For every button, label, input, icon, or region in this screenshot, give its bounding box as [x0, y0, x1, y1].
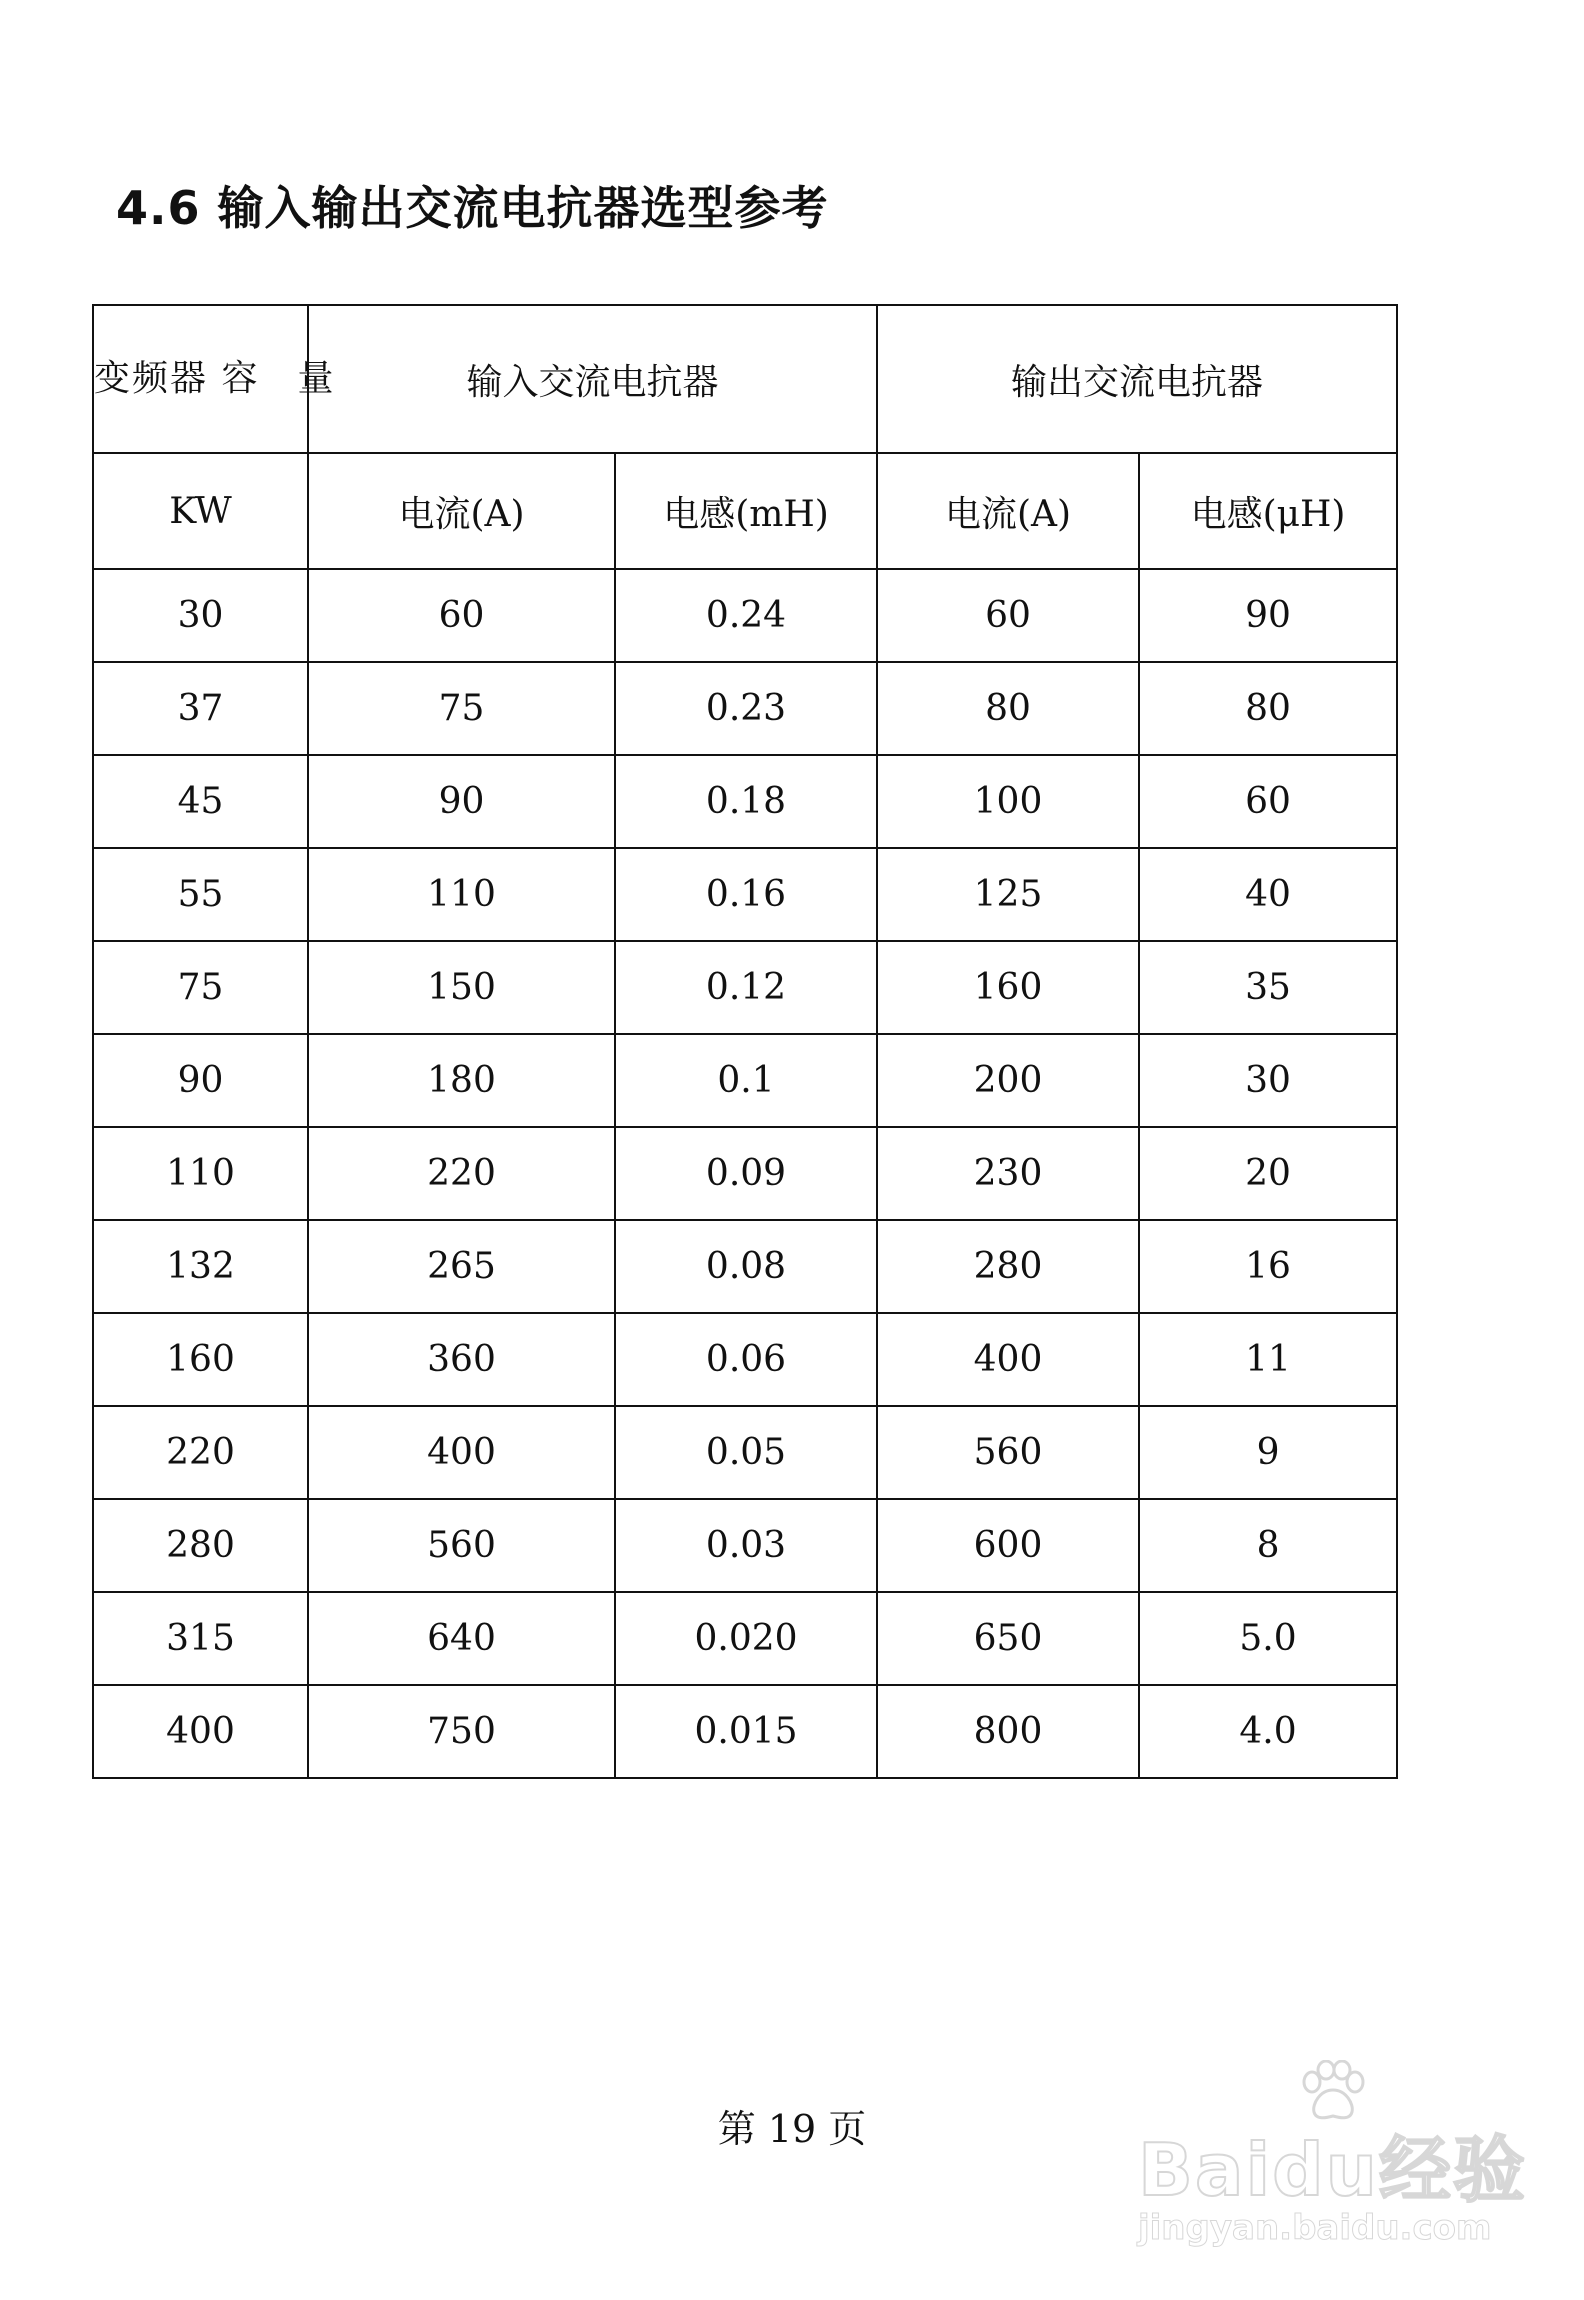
table-row: [93, 1127, 1397, 1220]
output-inductance-cell: 35: [1139, 941, 1397, 1034]
kw-cell: 160: [93, 1313, 308, 1406]
output-current-cell: 800: [877, 1685, 1139, 1778]
table-row: [93, 1592, 1397, 1685]
table-row: [93, 1685, 1397, 1778]
input-inductance-cell: 0.16: [615, 848, 877, 941]
input-inductance-cell: 0.1: [615, 1034, 877, 1127]
input-current-cell: 110: [308, 848, 615, 941]
capacity-label-line-1: 变频器: [94, 358, 209, 399]
input-current-cell: 640: [308, 1592, 615, 1685]
kw-cell: 75: [93, 941, 308, 1034]
page-number: 第 19 页: [717, 2107, 867, 2151]
kw-cell: 55: [93, 848, 308, 941]
input-current-cell: 150: [308, 941, 615, 1034]
kw-cell: 37: [93, 662, 308, 755]
kw-cell: 315: [93, 1592, 308, 1685]
input-inductance-cell: 0.03: [615, 1499, 877, 1592]
input-inductance-header: 电感(mH): [615, 453, 877, 569]
input-current-cell: 75: [308, 662, 615, 755]
output-current-cell: 560: [877, 1406, 1139, 1499]
output-inductance-cell: 9: [1139, 1406, 1397, 1499]
input-current-cell: 400: [308, 1406, 615, 1499]
kw-cell: 110: [93, 1127, 308, 1220]
output-current-cell: 600: [877, 1499, 1139, 1592]
input-inductance-cell: 0.020: [615, 1592, 877, 1685]
output-current-cell: 80: [877, 662, 1139, 755]
input-current-cell: 360: [308, 1313, 615, 1406]
watermark-url: jingyan.baidu.com: [1138, 2208, 1492, 2248]
watermark-brand: Baidu经验: [1138, 2128, 1527, 2212]
output-current-cell: 160: [877, 941, 1139, 1034]
input-inductance-cell: 0.23: [615, 662, 877, 755]
capacity-label-line-2: 容 量: [221, 358, 336, 399]
table-row: [93, 1313, 1397, 1406]
output-inductance-header: 电感(μH): [1139, 453, 1397, 569]
output-current-cell: 100: [877, 755, 1139, 848]
table-row: [93, 755, 1397, 848]
input-current-cell: 750: [308, 1685, 615, 1778]
input-current-cell: 560: [308, 1499, 615, 1592]
table-row: [93, 941, 1397, 1034]
kw-header: KW: [93, 453, 308, 569]
output-inductance-cell: 4.0: [1139, 1685, 1397, 1778]
table-row: [93, 569, 1397, 662]
input-current-cell: 180: [308, 1034, 615, 1127]
output-inductance-cell: 80: [1139, 662, 1397, 755]
output-inductance-cell: 16: [1139, 1220, 1397, 1313]
output-inductance-cell: 5.0: [1139, 1592, 1397, 1685]
input-inductance-cell: 0.09: [615, 1127, 877, 1220]
kw-cell: 220: [93, 1406, 308, 1499]
input-current-header: 电流(A): [308, 453, 615, 569]
input-inductance-cell: 0.18: [615, 755, 877, 848]
output-current-cell: 200: [877, 1034, 1139, 1127]
output-current-header: 电流(A): [877, 453, 1139, 569]
output-reactor-header: 输出交流电抗器: [877, 305, 1397, 453]
input-current-cell: 220: [308, 1127, 615, 1220]
input-current-cell: 90: [308, 755, 615, 848]
unit-header-row: [93, 453, 1397, 569]
kw-cell: 90: [93, 1034, 308, 1127]
table-row: [93, 848, 1397, 941]
input-inductance-cell: 0.24: [615, 569, 877, 662]
output-inductance-cell: 60: [1139, 755, 1397, 848]
input-inductance-cell: 0.08: [615, 1220, 877, 1313]
output-inductance-cell: 20: [1139, 1127, 1397, 1220]
baidu-jingyan-watermark: [1118, 2060, 1528, 2260]
group-header-row: [93, 305, 1397, 453]
output-current-cell: 650: [877, 1592, 1139, 1685]
output-current-cell: 280: [877, 1220, 1139, 1313]
output-current-cell: 60: [877, 569, 1139, 662]
input-reactor-header: 输入交流电抗器: [308, 305, 877, 453]
input-inductance-cell: 0.015: [615, 1685, 877, 1778]
output-inductance-cell: 90: [1139, 569, 1397, 662]
input-inductance-cell: 0.12: [615, 941, 877, 1034]
output-current-cell: 230: [877, 1127, 1139, 1220]
output-inductance-cell: 40: [1139, 848, 1397, 941]
table-row: [93, 1220, 1397, 1313]
table-row: [93, 1034, 1397, 1127]
kw-cell: 132: [93, 1220, 308, 1313]
table-row: [93, 662, 1397, 755]
section-heading: 4.6 输入输出交流电抗器选型参考: [116, 181, 829, 235]
kw-cell: 45: [93, 755, 308, 848]
table-row: [93, 1406, 1397, 1499]
input-current-cell: 60: [308, 569, 615, 662]
kw-cell: 280: [93, 1499, 308, 1592]
input-inductance-cell: 0.05: [615, 1406, 877, 1499]
output-inductance-cell: 11: [1139, 1313, 1397, 1406]
output-current-cell: 125: [877, 848, 1139, 941]
output-inductance-cell: 30: [1139, 1034, 1397, 1127]
kw-cell: 30: [93, 569, 308, 662]
table-row: [93, 1499, 1397, 1592]
input-current-cell: 265: [308, 1220, 615, 1313]
output-inductance-cell: 8: [1139, 1499, 1397, 1592]
table-body: [93, 569, 1397, 1778]
input-inductance-cell: 0.06: [615, 1313, 877, 1406]
output-current-cell: 400: [877, 1313, 1139, 1406]
capacity-header-cell: [93, 305, 336, 453]
kw-cell: 400: [93, 1685, 308, 1778]
reactor-selection-table: [92, 304, 1398, 1779]
